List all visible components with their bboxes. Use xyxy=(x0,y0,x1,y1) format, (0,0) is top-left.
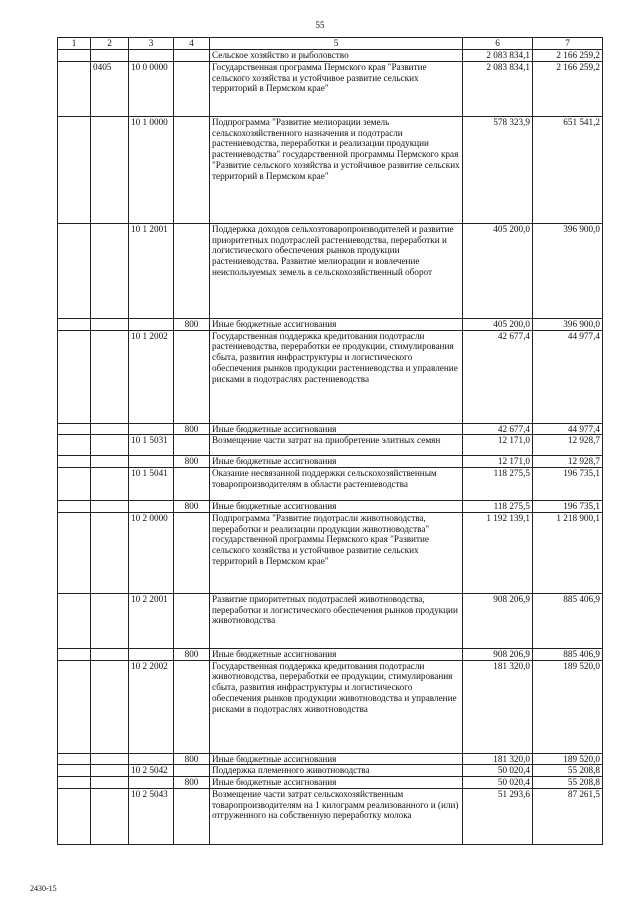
table-row xyxy=(58,788,603,844)
section-code-cell xyxy=(91,660,129,753)
value-col7-cell: 55 208,8 xyxy=(533,777,603,789)
table-row xyxy=(58,512,603,593)
value-col6-cell: 181 320,0 xyxy=(463,660,533,753)
description-cell: Государственная программа Пермского края "Развитие сельского хозяйства и устойчивое развитие сельских территорий в Пермском крае" xyxy=(210,61,463,116)
section-code-cell xyxy=(91,788,129,844)
col1-cell xyxy=(58,223,91,318)
description-cell: Подпрограмма "Развитие мелиорации земель сельскохозяйственного назначения и подотрасли растениеводства, переработки и реализации продукции растениеводства" государственной программы Пермского края "Развитие сельского хозяйства и устойчивое развитие сельских территорий в Пермском крае" xyxy=(210,116,463,223)
col1-cell xyxy=(58,660,91,753)
section-code-cell xyxy=(91,501,129,513)
target-code-cell xyxy=(129,648,174,660)
value-col7-cell: 2 166 259,2 xyxy=(533,61,603,116)
value-col6-cell: 181 320,0 xyxy=(463,753,533,765)
expense-type-cell xyxy=(174,660,210,753)
value-col7-cell: 396 900,0 xyxy=(533,318,603,330)
col1-cell xyxy=(58,753,91,765)
section-code-cell xyxy=(91,777,129,789)
target-code-cell: 10 1 5041 xyxy=(129,468,174,501)
col1-cell xyxy=(58,512,91,593)
table-row xyxy=(58,330,603,423)
header-cell: 7 xyxy=(533,38,603,50)
expense-type-cell: 800 xyxy=(174,501,210,513)
section-code-cell: 0405 xyxy=(91,61,129,116)
table-row xyxy=(58,753,603,765)
value-col6-cell: 50 020,4 xyxy=(463,777,533,789)
value-col6-cell: 42 677,4 xyxy=(463,423,533,435)
target-code-cell: 10 2 2001 xyxy=(129,593,174,648)
table-row xyxy=(58,501,603,513)
value-col6-cell: 578 323,9 xyxy=(463,116,533,223)
target-code-cell xyxy=(129,753,174,765)
expense-type-cell xyxy=(174,330,210,423)
expense-type-cell xyxy=(174,61,210,116)
value-col6-cell: 12 171,0 xyxy=(463,456,533,468)
col1-cell xyxy=(58,116,91,223)
table-row xyxy=(58,765,603,777)
description-cell: Иные бюджетные ассигнования xyxy=(210,648,463,660)
target-code-cell: 10 1 2001 xyxy=(129,223,174,318)
value-col6-cell: 2 083 834,1 xyxy=(463,61,533,116)
section-code-cell xyxy=(91,223,129,318)
expense-type-cell: 800 xyxy=(174,423,210,435)
expense-type-cell xyxy=(174,223,210,318)
description-cell: Развитие приоритетных подотраслей животноводства, переработки и логистического обеспечения рынков продукции животноводства xyxy=(210,593,463,648)
table-row xyxy=(58,777,603,789)
budget-table-body xyxy=(58,38,603,845)
value-col6-cell: 405 200,0 xyxy=(463,223,533,318)
value-col7-cell: 1 218 900,1 xyxy=(533,512,603,593)
col1-cell xyxy=(58,330,91,423)
col1-cell xyxy=(58,765,91,777)
section-code-cell xyxy=(91,423,129,435)
description-cell: Иные бюджетные ассигнования xyxy=(210,777,463,789)
value-col7-cell: 885 406,9 xyxy=(533,593,603,648)
target-code-cell xyxy=(129,456,174,468)
section-code-cell xyxy=(91,593,129,648)
target-code-cell xyxy=(129,777,174,789)
table-row xyxy=(58,456,603,468)
table-row xyxy=(58,50,603,62)
col1-cell xyxy=(58,648,91,660)
value-col7-cell: 87 261,5 xyxy=(533,788,603,844)
expense-type-cell xyxy=(174,50,210,62)
section-code-cell xyxy=(91,753,129,765)
description-cell: Иные бюджетные ассигнования xyxy=(210,456,463,468)
header-cell: 1 xyxy=(58,38,91,50)
value-col7-cell: 44 977,4 xyxy=(533,330,603,423)
value-col7-cell: 12 928,7 xyxy=(533,456,603,468)
description-cell: Подпрограмма "Развитие подотрасли животноводства, переработки и реализации продукции животноводства" государственной программы Пермского края "Развитие сельского хозяйства и устойчивое развитие сельских территорий в Пермском крае" xyxy=(210,512,463,593)
value-col7-cell: 55 208,8 xyxy=(533,765,603,777)
table-row xyxy=(58,223,603,318)
value-col6-cell: 2 083 834,1 xyxy=(463,50,533,62)
section-code-cell xyxy=(91,468,129,501)
value-col7-cell: 12 928,7 xyxy=(533,435,603,456)
target-code-cell xyxy=(129,423,174,435)
value-col6-cell: 50 020,4 xyxy=(463,765,533,777)
section-code-cell xyxy=(91,456,129,468)
description-cell: Поддержка доходов сельхозтоваропроизводителей и развитие приоритетных подотраслей растениеводства, переработки и логистического обеспечения рынков продукции растениеводства. Развитие мелиорации и вовлечение неиспользуемых земель в сельскохозяйственный оборот xyxy=(210,223,463,318)
value-col7-cell: 44 977,4 xyxy=(533,423,603,435)
expense-type-cell xyxy=(174,435,210,456)
description-cell: Иные бюджетные ассигнования xyxy=(210,318,463,330)
table-row xyxy=(58,593,603,648)
section-code-cell xyxy=(91,435,129,456)
header-cell: 2 xyxy=(91,38,129,50)
value-col7-cell: 189 520,0 xyxy=(533,753,603,765)
value-col7-cell: 885 406,9 xyxy=(533,648,603,660)
page-number: 55 xyxy=(315,20,325,30)
description-cell: Возмещение части затрат на приобретение элитных семян xyxy=(210,435,463,456)
expense-type-cell xyxy=(174,116,210,223)
table-row xyxy=(58,468,603,501)
value-col7-cell: 196 735,1 xyxy=(533,501,603,513)
target-code-cell: 10 1 5031 xyxy=(129,435,174,456)
target-code-cell: 10 2 2002 xyxy=(129,660,174,753)
value-col6-cell: 51 293,6 xyxy=(463,788,533,844)
value-col6-cell: 12 171,0 xyxy=(463,435,533,456)
description-cell: Сельское хозяйство и рыболовство xyxy=(210,50,463,62)
value-col6-cell: 1 192 139,1 xyxy=(463,512,533,593)
col1-cell xyxy=(58,456,91,468)
expense-type-cell: 800 xyxy=(174,318,210,330)
target-code-cell: 10 0 0000 xyxy=(129,61,174,116)
description-cell: Государственная поддержка кредитования подотрасли растениеводства, переработки ее продукции, стимулирования сбыта, развития инфраструктуры и логистического обеспечения рынков продукции растениеводства и управление рисками в подотраслях растениеводства xyxy=(210,330,463,423)
description-cell: Иные бюджетные ассигнования xyxy=(210,423,463,435)
description-cell: Иные бюджетные ассигнования xyxy=(210,501,463,513)
description-cell: Поддержка племенного животноводства xyxy=(210,765,463,777)
table-header-row xyxy=(58,38,603,50)
value-col6-cell: 908 206,9 xyxy=(463,648,533,660)
col1-cell xyxy=(58,788,91,844)
table-row xyxy=(58,318,603,330)
col1-cell xyxy=(58,61,91,116)
target-code-cell: 10 1 0000 xyxy=(129,116,174,223)
target-code-cell: 10 2 0000 xyxy=(129,512,174,593)
value-col7-cell: 189 520,0 xyxy=(533,660,603,753)
table-row xyxy=(58,116,603,223)
expense-type-cell xyxy=(174,788,210,844)
expense-type-cell: 800 xyxy=(174,777,210,789)
target-code-cell: 10 1 2002 xyxy=(129,330,174,423)
section-code-cell xyxy=(91,648,129,660)
target-code-cell xyxy=(129,318,174,330)
col1-cell xyxy=(58,777,91,789)
expense-type-cell: 800 xyxy=(174,648,210,660)
description-cell: Оказание несвязанной поддержки сельскохозяйственным товаропроизводителям в области растениеводства xyxy=(210,468,463,501)
description-cell: Государственная поддержка кредитования подотрасли животноводства, переработки ее продукции, стимулирования сбыта, развития инфраструктуры и логистического обеспечения рынков продукции животноводства и управление рисками в подотраслях животноводства xyxy=(210,660,463,753)
col1-cell xyxy=(58,501,91,513)
table-row xyxy=(58,660,603,753)
value-col6-cell: 118 275,5 xyxy=(463,501,533,513)
expense-type-cell xyxy=(174,468,210,501)
value-col6-cell: 405 200,0 xyxy=(463,318,533,330)
header-cell: 5 xyxy=(210,38,463,50)
table-row xyxy=(58,61,603,116)
col1-cell xyxy=(58,318,91,330)
table-row xyxy=(58,423,603,435)
col1-cell xyxy=(58,435,91,456)
target-code-cell xyxy=(129,50,174,62)
expense-type-cell xyxy=(174,593,210,648)
expense-type-cell: 800 xyxy=(174,753,210,765)
value-col7-cell: 196 735,1 xyxy=(533,468,603,501)
header-cell: 3 xyxy=(129,38,174,50)
value-col6-cell: 118 275,5 xyxy=(463,468,533,501)
expense-type-cell: 800 xyxy=(174,456,210,468)
target-code-cell: 10 2 5043 xyxy=(129,788,174,844)
section-code-cell xyxy=(91,318,129,330)
section-code-cell xyxy=(91,512,129,593)
target-code-cell xyxy=(129,501,174,513)
section-code-cell xyxy=(91,50,129,62)
value-col7-cell: 2 166 259,2 xyxy=(533,50,603,62)
value-col7-cell: 396 900,0 xyxy=(533,223,603,318)
col1-cell xyxy=(58,423,91,435)
section-code-cell xyxy=(91,116,129,223)
col1-cell xyxy=(58,593,91,648)
value-col7-cell: 651 541,2 xyxy=(533,116,603,223)
table-row xyxy=(58,648,603,660)
target-code-cell: 10 2 5042 xyxy=(129,765,174,777)
section-code-cell xyxy=(91,765,129,777)
expense-type-cell xyxy=(174,512,210,593)
value-col6-cell: 42 677,4 xyxy=(463,330,533,423)
footer-code: 2430-15 xyxy=(30,884,57,893)
budget-table xyxy=(57,37,603,845)
value-col6-cell: 908 206,9 xyxy=(463,593,533,648)
col1-cell xyxy=(58,468,91,501)
description-cell: Иные бюджетные ассигнования xyxy=(210,753,463,765)
description-cell: Возмещение части затрат сельскохозяйственным товаропроизводителям на 1 килограмм реализованного и (или) отгруженного на собственную переработку молока xyxy=(210,788,463,844)
table-row xyxy=(58,435,603,456)
header-cell: 4 xyxy=(174,38,210,50)
col1-cell xyxy=(58,50,91,62)
expense-type-cell xyxy=(174,765,210,777)
header-cell: 6 xyxy=(463,38,533,50)
section-code-cell xyxy=(91,330,129,423)
